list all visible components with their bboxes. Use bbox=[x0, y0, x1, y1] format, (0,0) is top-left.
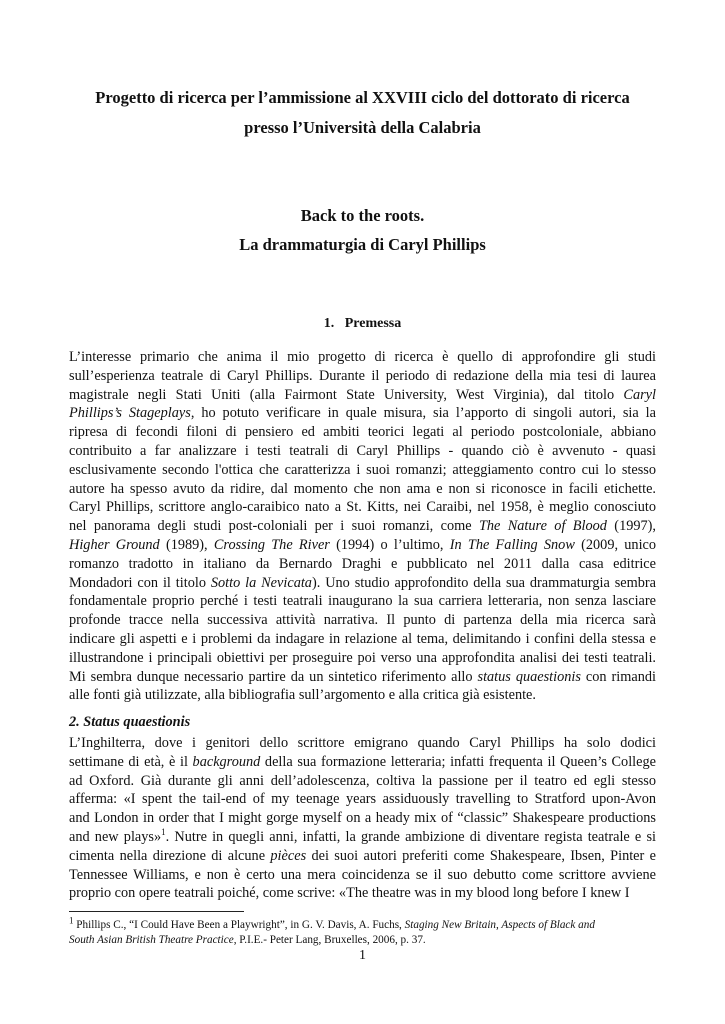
text-line: autore ha spesso avuto da ridire, dal momento che non ama e non si riconosce in facili etichette. bbox=[69, 480, 656, 497]
text-line: esclusivamente secondo l'ottica che caratterizza i suoi romanzi; atteggiamento contro cui lo stesso bbox=[69, 461, 656, 478]
text-line: sull’esperienza teatrale di Caryl Phillips. Durante il periodo di redazione della mia tesi di laurea bbox=[69, 367, 656, 384]
section-2-body bbox=[69, 734, 656, 903]
text-line: South Asian British Theatre Practice, P.I.E.- Peter Lang, Bruxelles, 2006, p. 37. bbox=[69, 934, 426, 946]
text-line: alle fonti già utilizzate, alla bibliografia sull’argomento e alla critica già esistente. bbox=[69, 687, 536, 704]
text-line: cimenta nella direzione di alcune pièces dei suoi autori preferiti come Shakespeare, Ibsen, Pinter e bbox=[69, 847, 656, 864]
project-subtitle: La drammaturgia di Caryl Phillips bbox=[239, 235, 486, 254]
text-line: Caryl Phillips, scrittore anglo-caraibico nato a St. Kitts, nei Caraibi, nel 1958, è meglio conosciuto bbox=[69, 499, 656, 516]
text-line: indicare gli aspetti e i problemi da indagare in relazione al tema, delimitando i confini della stessa e bbox=[69, 630, 656, 647]
section-2-heading: 2. Status quaestionis bbox=[69, 714, 191, 730]
text-line: $^1$ Phillips C., “I Could Have Been a Playwright”, in G. V. Davis, A. Fuchs, Staging New Britain, Aspects of Black and bbox=[69, 915, 595, 931]
text-line: and new plays»$^1$. Nutre in quegli anni, infatti, la grande ambizione di diventare regista teatrale e si bbox=[69, 827, 656, 845]
text-line: Mi sembra dunque necessario partire da un sintetico riferimento allo status quaestionis con rimandi bbox=[69, 668, 657, 685]
text-line: magistrale negli Stati Uniti (alla Fairmont State University, West Virginia), dal titolo Caryl bbox=[69, 386, 656, 403]
text-line: profonde tracce nella successiva attività narrativa. Il punto di partenza della mia ricerca sarà bbox=[69, 612, 656, 629]
text-line: L’interesse primario che anima il mio progetto di ricerca è quello di approfondire gli studi bbox=[69, 349, 656, 365]
text-line: fondamentale proprio perché i testi teatrali inaugurano la sua carriera letteraria, non senza lasciare bbox=[69, 593, 656, 610]
text-line: ripresa di fecondi filoni di pensiero ed ambiti teorici legati al periodo postcoloniale, abbiano bbox=[69, 424, 656, 441]
text-line: Mondadori con il titolo Sotto la Nevicata). Uno studio approfondito della sua drammaturgia sembra bbox=[69, 574, 656, 591]
text-line: proprio con opere teatrali poiché, come scrive: «The theatre was in my blood long before I knew I bbox=[69, 885, 630, 902]
document-title-line-2: presso l’Università della Calabria bbox=[244, 118, 481, 137]
footnote-separator bbox=[69, 911, 244, 912]
text-line: romanzo tradotto in italiano da Bernardo Draghi e pubblicato nel 2011 dalla casa editrice bbox=[69, 555, 656, 572]
text-line: afferma: «I spent the tail-end of my teenage years assiduously travelling to Stratford upon-Avon bbox=[69, 791, 656, 808]
text-line: Phillips’s Stageplays, ho potuto verificare in quale misura, sia l’apporto di singoli autori, sia la bbox=[69, 405, 656, 422]
text-line: settimane di età, è il background della sua formazione letteraria; infatti frequenta il Queen’s College bbox=[69, 753, 656, 770]
footnote-1 bbox=[69, 915, 656, 948]
page-number: 1 bbox=[359, 948, 366, 963]
section-1-body bbox=[69, 348, 656, 705]
text-line: and London in order that I might gorge myself on a heady mix of “classic” Shakespeare productions bbox=[69, 810, 656, 827]
text-line: Higher Ground (1989), Crossing The River (1994) o l’ultimo, In The Falling Snow (2009, unico bbox=[69, 536, 657, 553]
text-line: contribuito a far analizzare i testi teatrali di Caryl Phillips - quando ciò è avvenuto - quasi bbox=[69, 442, 656, 459]
text-line: Tennessee Williams, e non è certo una mera coincidenza se il suo debutto come scrittore avviene bbox=[69, 866, 656, 883]
document-title-line-1: Progetto di ricerca per l’ammissione al XXVIII ciclo del dottorato di ricerca bbox=[95, 88, 630, 107]
text-line: ad Oxford. Già durante gli anni dell’adolescenza, coltiva la passione per il teatro ed egli stesso bbox=[69, 772, 656, 789]
text-line: L’Inghilterra, dove i genitori dello scrittore emigrano quando Caryl Phillips ha solo dodici bbox=[69, 735, 656, 751]
section-1-heading: 1. Premessa bbox=[323, 316, 402, 331]
text-line: illustrandone i principali obiettivi per proseguire poi verso una approfondita analisi dei testi teatrali. bbox=[69, 649, 656, 666]
text-line: nel panorama degli studi post-coloniali per i suoi romanzi, come The Nature of Blood (1997), bbox=[69, 518, 656, 535]
project-title: Back to the roots. bbox=[300, 206, 425, 225]
